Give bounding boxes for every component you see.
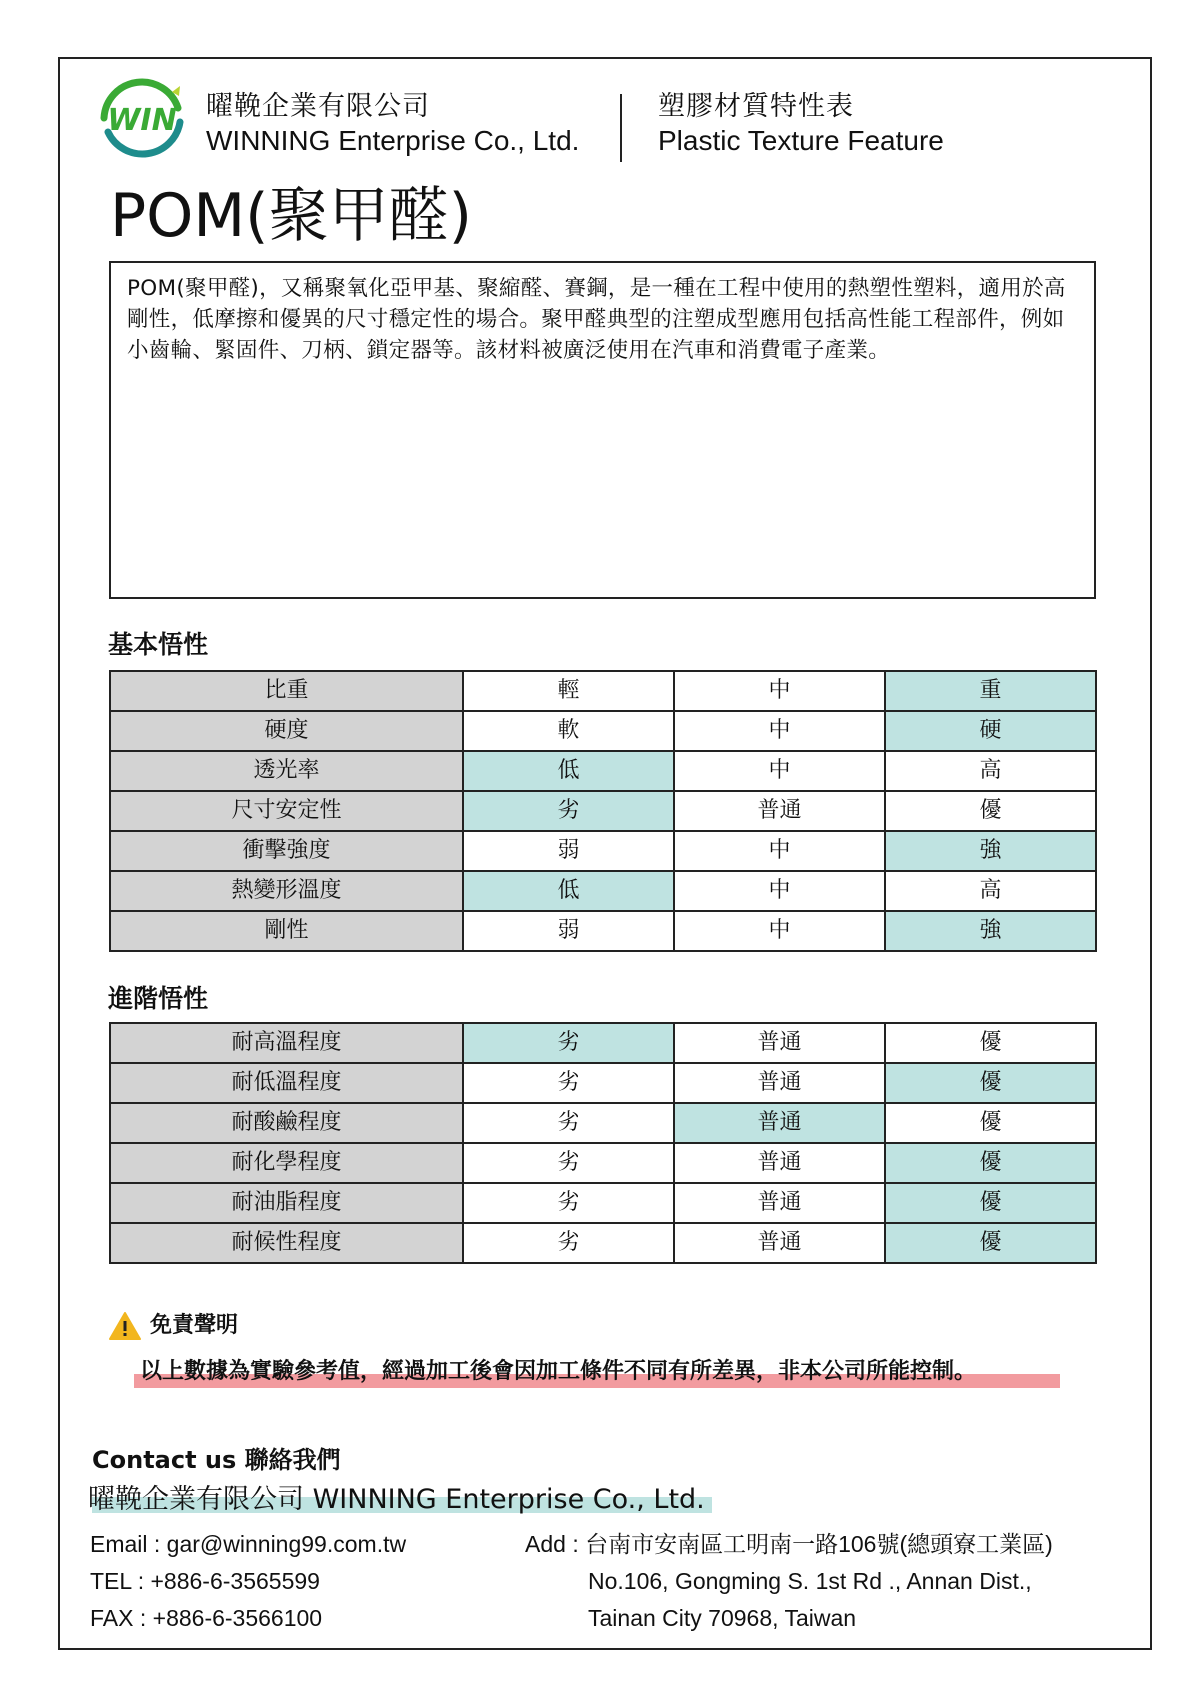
property-option-selected: 優 <box>885 1143 1096 1183</box>
property-row <box>110 1063 1096 1103</box>
property-row <box>110 1223 1096 1263</box>
property-label: 衝擊強度 <box>110 831 463 871</box>
company-logo <box>94 70 190 166</box>
property-row <box>110 1143 1096 1183</box>
property-row <box>110 1103 1096 1143</box>
property-option-selected: 劣 <box>463 1023 674 1063</box>
logo-text: WIN <box>107 103 177 138</box>
property-option: 中 <box>674 671 885 711</box>
contact-email: Email : gar@winning99.com.tw <box>90 1531 407 1557</box>
property-option-selected: 強 <box>885 911 1096 951</box>
advanced-properties-table <box>109 1022 1097 1264</box>
contact-details <box>90 1526 406 1637</box>
property-label: 耐高溫程度 <box>110 1023 463 1063</box>
property-option-selected: 低 <box>463 871 674 911</box>
property-option: 普通 <box>674 791 885 831</box>
document-type-cn: 塑膠材質特性表 <box>658 91 854 122</box>
company-name <box>206 90 579 158</box>
property-option: 高 <box>885 751 1096 791</box>
property-option: 普通 <box>674 1023 885 1063</box>
property-row <box>110 1023 1096 1063</box>
contact-fax: FAX : +886-6-3566100 <box>90 1605 323 1631</box>
property-label: 剛性 <box>110 911 463 951</box>
property-option-selected: 優 <box>885 1183 1096 1223</box>
disclaimer-header <box>108 1311 238 1341</box>
property-option: 優 <box>885 1023 1096 1063</box>
address-en-line-1: No.106, Gongming S. 1st Rd ., Annan Dist., <box>588 1568 1032 1594</box>
property-option: 劣 <box>463 1183 674 1223</box>
property-label: 硬度 <box>110 711 463 751</box>
property-row <box>110 671 1096 711</box>
contact-company: 曜鞔企業有限公司 WINNING Enterprise Co., Ltd. <box>88 1484 705 1515</box>
advanced-properties-heading: 進階悟性 <box>108 984 209 1013</box>
property-option: 中 <box>674 911 885 951</box>
property-option-selected: 優 <box>885 1223 1096 1263</box>
property-option-selected: 重 <box>885 671 1096 711</box>
property-option: 優 <box>885 1103 1096 1143</box>
property-option: 劣 <box>463 1143 674 1183</box>
property-row <box>110 751 1096 791</box>
description-text: POM(聚甲醛)，又稱聚氧化亞甲基、聚縮醛、賽鋼，是一種在工程中使用的熱塑性塑料，適用於高剛性，低摩擦和優異的尺寸穩定性的場合。聚甲醛典型的注塑成型應用包括高性能工程部件，例如小齒輪、緊固件、刀柄、鎖定器等。該材料被廣泛使用在汽車和消費電子產業。 <box>127 276 1066 363</box>
property-label: 尺寸安定性 <box>110 791 463 831</box>
property-option-selected: 低 <box>463 751 674 791</box>
property-label: 耐低溫程度 <box>110 1063 463 1103</box>
header-divider <box>620 94 622 162</box>
property-option: 普通 <box>674 1183 885 1223</box>
property-row <box>110 831 1096 871</box>
property-option: 高 <box>885 871 1096 911</box>
contact-tel: TEL : +886-6-3565599 <box>90 1568 320 1594</box>
property-option: 中 <box>674 831 885 871</box>
contact-address <box>525 1526 1053 1637</box>
property-option: 普通 <box>674 1143 885 1183</box>
company-name-en: WINNING Enterprise Co., Ltd. <box>206 125 580 156</box>
property-label: 熱變形溫度 <box>110 871 463 911</box>
property-option: 普通 <box>674 1063 885 1103</box>
property-option: 劣 <box>463 1223 674 1263</box>
property-label: 耐油脂程度 <box>110 1183 463 1223</box>
address-en-line-2: Tainan City 70968, Taiwan <box>588 1605 857 1631</box>
document-type-en: Plastic Texture Feature <box>658 125 944 156</box>
company-name-cn: 曜鞔企業有限公司 <box>206 91 430 122</box>
document-type <box>658 90 944 158</box>
material-title: POM(聚甲醛) <box>110 181 472 251</box>
property-option: 劣 <box>463 1103 674 1143</box>
property-option-selected: 優 <box>885 1063 1096 1103</box>
property-option: 弱 <box>463 911 674 951</box>
property-option: 中 <box>674 711 885 751</box>
property-label: 比重 <box>110 671 463 711</box>
property-row <box>110 1183 1096 1223</box>
property-option: 弱 <box>463 831 674 871</box>
property-option: 輕 <box>463 671 674 711</box>
property-row <box>110 911 1096 951</box>
property-label: 耐酸鹼程度 <box>110 1103 463 1143</box>
property-option-selected: 劣 <box>463 791 674 831</box>
disclaimer-text: 以上數據為實驗參考值，經過加工後會因加工條件不同有所差異，非本公司所能控制。 <box>140 1359 977 1384</box>
description-box <box>109 261 1096 599</box>
property-label: 耐化學程度 <box>110 1143 463 1183</box>
property-option: 劣 <box>463 1063 674 1103</box>
property-label: 透光率 <box>110 751 463 791</box>
property-row <box>110 791 1096 831</box>
disclaimer-title: 免責聲明 <box>150 1313 239 1338</box>
property-option: 中 <box>674 751 885 791</box>
address-cn: Add : 台南市安南區工明南一路106號(總頭寮工業區) <box>525 1531 1053 1557</box>
property-option-selected: 普通 <box>674 1103 885 1143</box>
property-option: 中 <box>674 871 885 911</box>
property-option-selected: 硬 <box>885 711 1096 751</box>
contact-heading: Contact us 聯絡我們 <box>92 1446 341 1474</box>
property-option: 普通 <box>674 1223 885 1263</box>
property-option: 軟 <box>463 711 674 751</box>
basic-properties-heading: 基本悟性 <box>108 630 209 659</box>
basic-properties-table <box>109 670 1097 952</box>
property-option: 優 <box>885 791 1096 831</box>
property-option-selected: 強 <box>885 831 1096 871</box>
warning-icon <box>108 1311 142 1341</box>
property-label: 耐候性程度 <box>110 1223 463 1263</box>
property-row <box>110 711 1096 751</box>
property-row <box>110 871 1096 911</box>
